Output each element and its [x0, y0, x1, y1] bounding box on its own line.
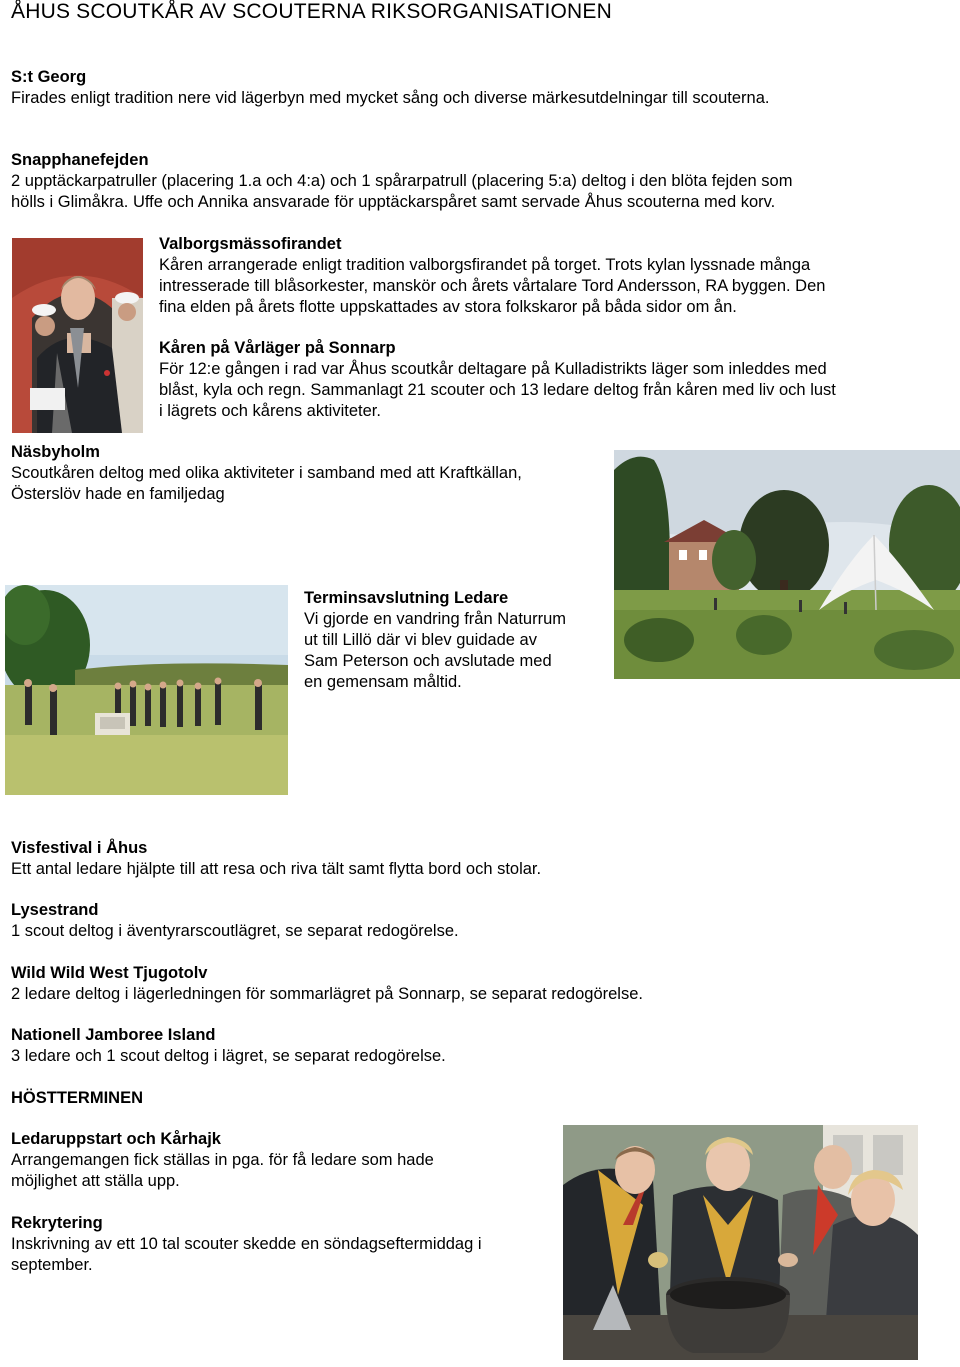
- section-text-line: Kåren arrangerade enligt tradition valborgsfirandet på torget. Trots kylan lyssnade många: [159, 256, 811, 274]
- photo-speaker: [12, 238, 143, 433]
- section-text-line: Inskrivning av ett 10 tal scouter skedde en söndagseftermiddag i: [11, 1235, 482, 1253]
- section-heading: Näsbyholm: [11, 443, 100, 461]
- section-text-line: Österslöv hade en familjedag: [11, 485, 225, 503]
- section-text-line: intresserade till blåsorkester, manskör och årets vårtalare Tord Andersson, RA byggen. Den: [159, 277, 826, 295]
- section-text-line: möjlighet att ställa upp.: [11, 1172, 180, 1190]
- section-heading: Wild Wild West Tjugotolv: [11, 964, 208, 982]
- section-text-line: en gemensam måltid.: [304, 673, 462, 691]
- section-text: Firades enligt tradition nere vid lägerbyn med mycket sång och diverse märkesutdelningar till scouterna.: [11, 89, 770, 107]
- section-text-line: Arrangemangen fick ställas in pga. för få ledare som hade: [11, 1151, 434, 1169]
- section-lysestrand: [11, 900, 459, 942]
- section-text-line: hölls i Glimåkra. Uffe och Annika ansvarade för upptäckarspåret samt servade Åhus scouterna med korv.: [11, 193, 776, 211]
- section-text-line: ut till Lillö där vi blev guidade av: [304, 631, 537, 649]
- section-text: 3 ledare och 1 scout deltog i lägret, se separat redogörelse.: [11, 1047, 446, 1065]
- section-text-line: 2 upptäckarpatruller (placering 1.a och 4:a) och 1 spårarpatrull (placering 5:a) deltog i den blöta fejden som: [11, 172, 793, 190]
- section-heading: Nationell Jamboree Island: [11, 1026, 216, 1044]
- section-heading: Rekrytering: [11, 1214, 103, 1232]
- section-valborg: [159, 234, 825, 318]
- section-nasbyholm: [11, 442, 522, 505]
- section-text-line: blåst, kyla och regn. Sammanlagt 21 scouter och 13 ledare deltog från kåren med liv och lust: [159, 381, 836, 399]
- section-text: 2 ledare deltog i lägerledningen för sommarlägret på Sonnarp, se separat redogörelse.: [11, 985, 643, 1003]
- section-jamboree: [11, 1025, 446, 1067]
- section-text-line: Sam Peterson och avslutade med: [304, 652, 552, 670]
- section-st-georg: [11, 67, 769, 109]
- section-text-line: Vi gjorde en vandring från Naturrum: [304, 610, 567, 628]
- section-snapphanefejden: [11, 150, 792, 213]
- section-text-line: september.: [11, 1256, 93, 1274]
- section-text-line: För 12:e gången i rad var Åhus scoutkår deltagare på Kulladistrikts läger som inleddes med: [159, 360, 827, 378]
- section-wild-wild-west: [11, 963, 643, 1005]
- section-text: Ett antal ledare hjälpte till att resa och riva tält samt flytta bord och stolar.: [11, 860, 542, 878]
- section-ledaruppstart: [11, 1129, 434, 1192]
- section-heading: Lysestrand: [11, 901, 99, 919]
- section-text-line: i lägrets och kårens aktiviteter.: [159, 402, 381, 420]
- section-text-line: Scoutkåren deltog med olika aktiviteter i samband med att Kraftkällan,: [11, 464, 522, 482]
- section-heading: Snapphanefejden: [11, 151, 149, 169]
- photo-walk: [5, 585, 288, 795]
- photo-cooking: [563, 1125, 918, 1360]
- section-heading: Ledaruppstart och Kårhajk: [11, 1130, 221, 1148]
- section-terminsavslutning: [304, 588, 566, 693]
- section-text-line: fina elden på årets flotte uppskattades av stora folkskaror på båda sidor om ån.: [159, 298, 737, 316]
- section-heading: Visfestival i Åhus: [11, 839, 148, 857]
- section-rekrytering: [11, 1213, 482, 1276]
- page-title: ÅHUS SCOUTKÅR AV SCOUTERNA RIKSORGANISATIONEN: [11, 0, 612, 23]
- section-heading: S:t Georg: [11, 68, 87, 86]
- section-heading: Terminsavslutning Ledare: [304, 589, 509, 607]
- section-heading: Kåren på Vårläger på Sonnarp: [159, 339, 396, 357]
- photo-camp: [614, 450, 960, 679]
- section-visfestival: [11, 838, 541, 880]
- section-heading: Valborgsmässofirandet: [159, 235, 342, 253]
- section-varlager: [159, 338, 836, 422]
- section-text: 1 scout deltog i äventyrarscoutlägret, se separat redogörelse.: [11, 922, 459, 940]
- section-heading-hostterminen: HÖSTTERMINEN: [11, 1089, 143, 1107]
